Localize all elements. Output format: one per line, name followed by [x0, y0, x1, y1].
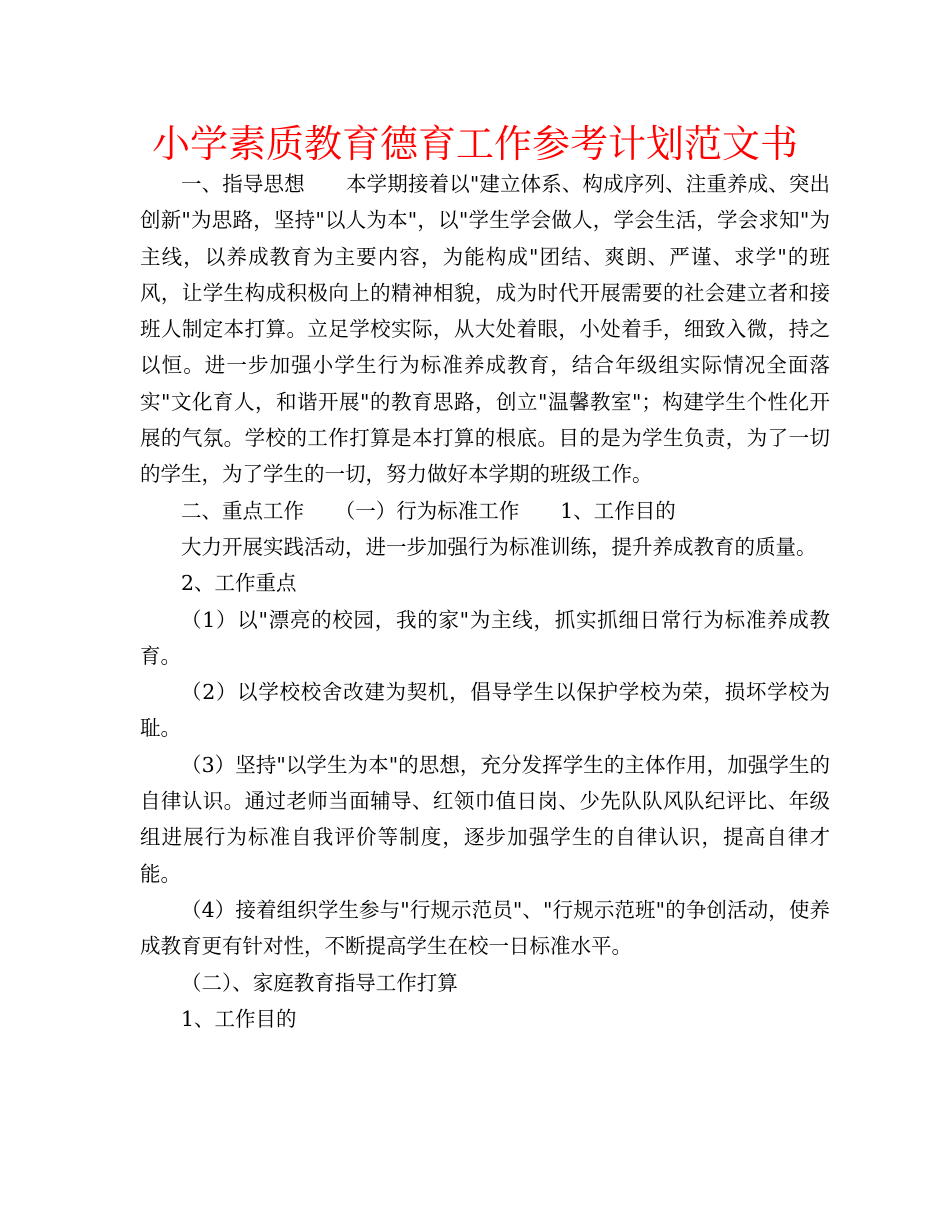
paragraph-item-4: （4）接着组织学生参与"行规示范员"、"行规示范班"的争创活动，使养成教育更有针对性，不断提高学生在校一日标准水平。: [140, 897, 830, 959]
paragraph-family-work-goal: 1、工作目的: [181, 1006, 297, 1031]
paragraph-guiding-ideology: 一、指导思想 本学期接着以"建立体系、构成序列、注重养成、突出创新"为思路，坚持"以人为本"，以"学生学会做人，学会生活，学会求知"为主线，以养成教育为主要内容，为能构成"团结、爽朗、严谨、求学"的班风，让学生构成积极向上的精神相貌，成为时代开展需要的社会建立者和接班人制定本打算。立足学校实际，从大处着眼，小处着手，细致入微，持之以恒。进一步加强小学生行为标准养成教育，结合年级组实际情况全面落实"文化育人，和谐开展"的教育思路，创立"温馨教室"；构建学生个性化开展的气氛。学校的工作打算是本打算的根底。目的是为学生负责，为了一切的学生，为了学生的一切，努力做好本学期的班级工作。: [140, 172, 830, 487]
paragraph-key-work-heading: 二、重点工作 （一）行为标准工作 1、工作目的: [181, 498, 676, 523]
document-body: [140, 166, 830, 1037]
paragraph-item-1: （1）以"漂亮的校园，我的家"为主线，抓实抓细日常行为标准养成教育。: [140, 607, 830, 668]
paragraph-work-goal: 大力开展实践活动，进一步加强行为标准训练，提升养成教育的质量。: [181, 534, 817, 559]
paragraph-family-education-heading: （二）、家庭教育指导工作打算: [181, 970, 458, 995]
paragraph-work-focus-heading: 2、工作重点: [181, 571, 297, 596]
paragraph-item-3: （3）坚持"以学生为本"的思想，充分发挥学生的主体作用，加强学生的自律认识。通过老师当面辅导、红领巾值日岗、少先队队风队纪评比、年级组进展行为标准自我评价等制度，逐步加强学生的自律认识，提高自律才能。: [140, 752, 830, 886]
document-title: 小学素质教育德育工作参考计划范文书: [151, 122, 798, 166]
paragraph-item-2: （2）以学校校舍改建为契机，倡导学生以保护学校为荣，损坏学校为耻。: [140, 680, 830, 741]
